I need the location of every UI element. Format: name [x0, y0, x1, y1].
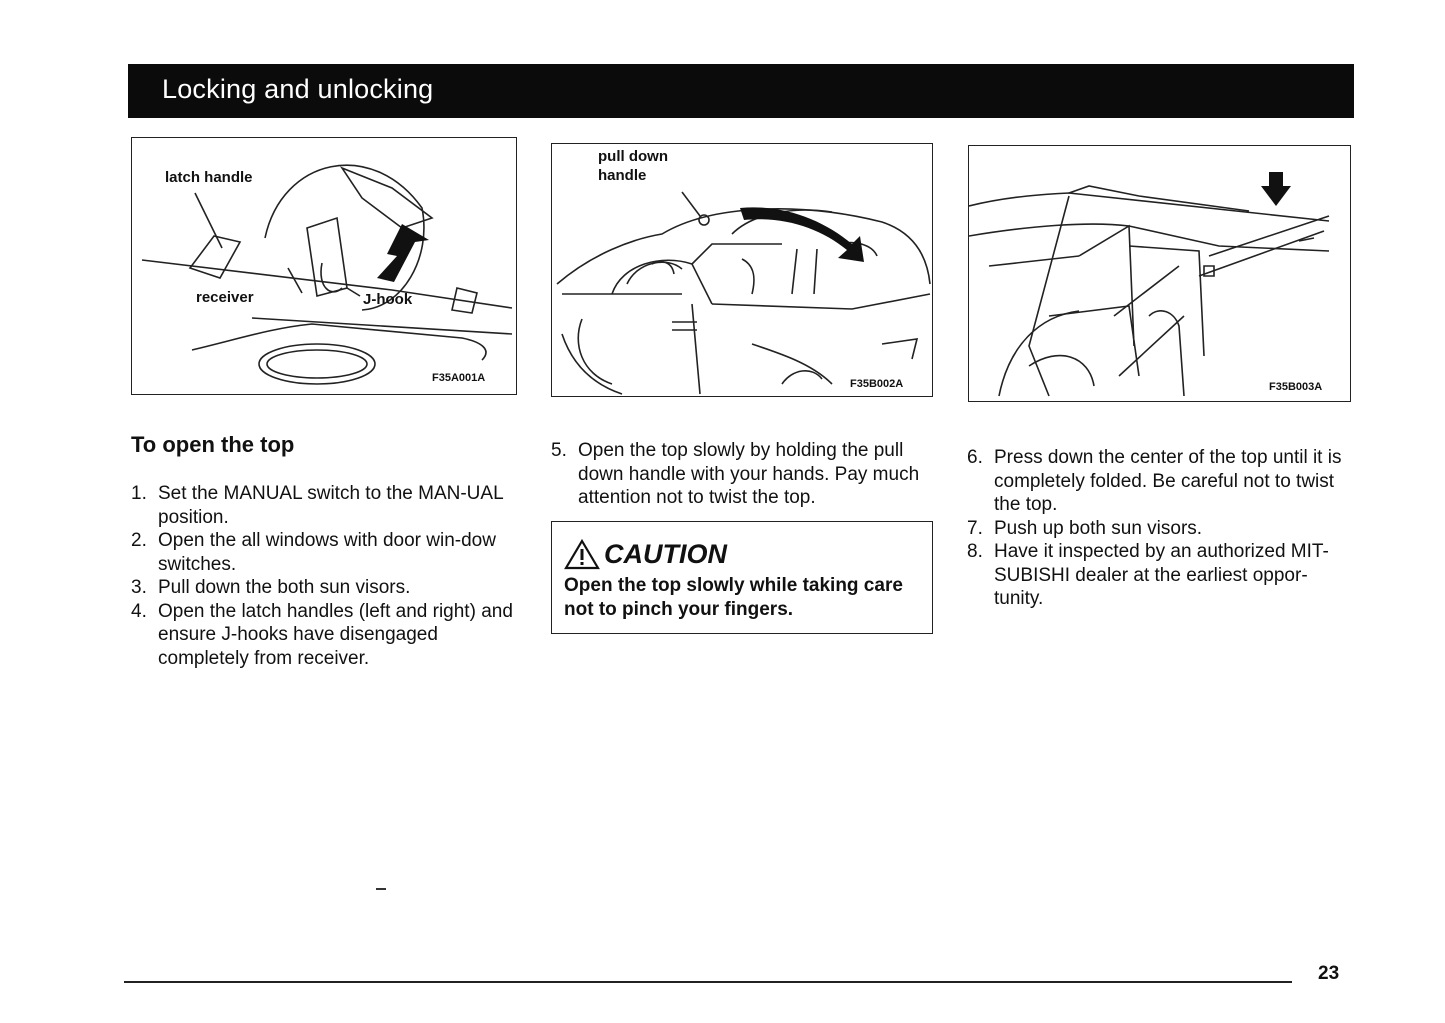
step-text: Set the MANUAL switch to the MAN-UAL position. — [158, 483, 503, 528]
folding-top-illustration — [969, 146, 1350, 401]
list-item — [551, 439, 933, 510]
warning-triangle-icon — [564, 538, 600, 570]
list-item — [967, 517, 1351, 541]
caution-heading — [564, 534, 727, 574]
step-number: 7. — [967, 517, 983, 539]
list-item — [967, 540, 1351, 611]
steps-list-col2 — [551, 439, 933, 510]
figure-latch-handle — [131, 137, 517, 395]
caution-text: Open the top slowly while taking care not to pinch your fingers. — [564, 575, 903, 620]
section-header-bar — [128, 64, 1354, 118]
stray-mark — [376, 888, 386, 890]
step-number: 4. — [131, 600, 147, 622]
step-number: 5. — [551, 440, 567, 461]
list-item — [131, 576, 515, 600]
caution-title: CAUTION — [604, 538, 727, 569]
step-text: Push up both sun visors. — [994, 517, 1203, 539]
figure-code: F35B003A — [1269, 381, 1323, 393]
list-item — [131, 482, 515, 529]
list-item — [131, 600, 515, 671]
footer-rule — [124, 981, 1292, 983]
step-number: 2. — [131, 530, 147, 551]
caution-box — [551, 521, 933, 634]
step-number: 1. — [131, 483, 147, 504]
step-text: Open the top slowly by holding the pull down handle with your hands. Pay much attention not to twist the top. — [578, 440, 920, 508]
step-number: 6. — [967, 447, 983, 468]
step-text: Open the all windows with door win-dow switches. — [158, 530, 496, 575]
step-text: Have it inspected by an authorized MIT-SUBISHI dealer at the earliest oppor-tunity. — [994, 541, 1329, 609]
step-text: Pull down the both sun visors. — [158, 577, 411, 598]
page-title: Locking and unlocking — [162, 74, 434, 104]
step-number: 3. — [131, 577, 147, 598]
step-number: 8. — [967, 541, 983, 562]
steps-list-col1 — [131, 482, 515, 670]
step-text: Open the latch handles (left and right) and ensure J-hooks have disengaged completely from receiver. — [158, 600, 513, 669]
list-item — [967, 446, 1351, 517]
figure-code: F35B002A — [850, 378, 904, 390]
step-text: Press down the center of the top until it is completely folded. Be careful not to twist the top. — [994, 447, 1342, 515]
figure-folding-top — [968, 145, 1351, 402]
label-j-hook: J-hook — [363, 291, 413, 308]
label-latch-handle: latch handle — [165, 169, 253, 186]
steps-list-col3 — [967, 446, 1351, 611]
label-receiver: receiver — [196, 289, 254, 306]
figure-pull-down-handle — [551, 143, 933, 397]
label-pull-down-handle: pull down handle — [598, 148, 668, 184]
list-item — [131, 529, 515, 576]
figure-code: F35A001A — [432, 372, 486, 384]
section-title: To open the top — [131, 432, 295, 457]
page-number: 23 — [1318, 963, 1340, 984]
